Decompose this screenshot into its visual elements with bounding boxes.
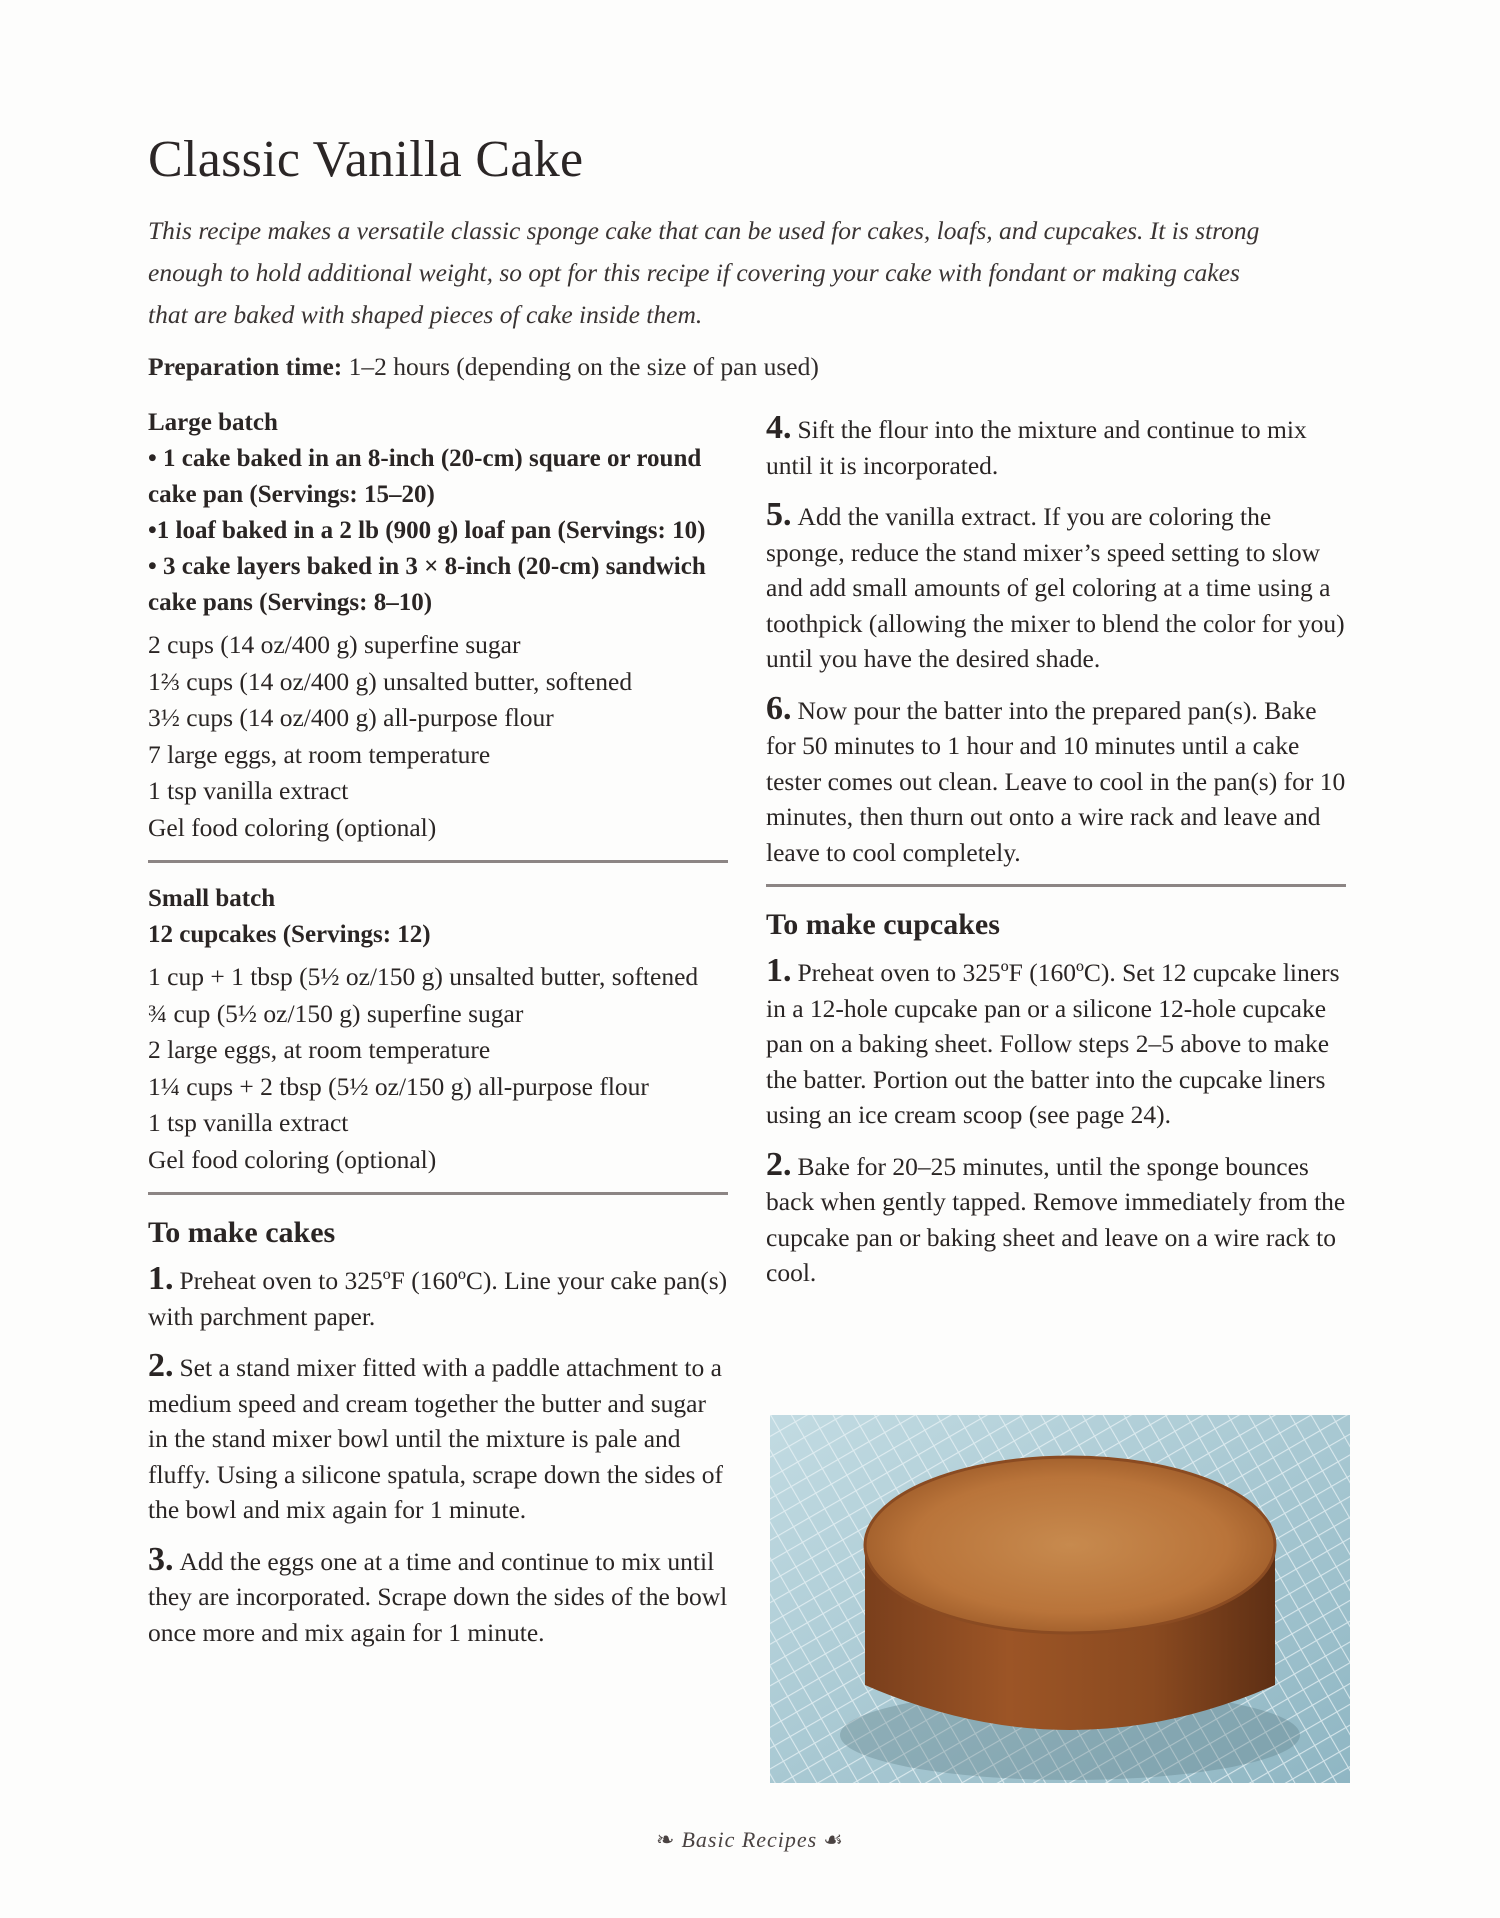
step-number: 6. [766,689,792,727]
step-text: Set a stand mixer fitted with a paddle attachment to a medium speed and cream together the butter and sugar in the stand mixer bowl until the mixture is pale and fluffy. Using a silicone spatula, scrape down the sides of the bowl and mix again for 1 minute. [148,1353,724,1524]
ingredient: 1 tsp vanilla extract [148,776,349,805]
step-text: Preheat oven to 325ºF (160ºC). Set 12 cupcake liners in a 12-hole cupcake pan or a silicone 12-hole cupcake pan on a baking sheet. Follow steps 2–5 above to make the batter. Portion out the batter into the cupcake liners using an ice cream scoop (see page 24). [766,958,1340,1129]
ingredient: 1 tsp vanilla extract [148,1108,349,1137]
right-column [766,410,1346,1305]
divider [766,884,1346,887]
small-batch-option: 12 cupcakes (Servings: 12) [148,921,431,948]
intro-paragraph: This recipe makes a versatile classic sponge cake that can be used for cakes, loafs, and cupcakes. It is strong enough to hold additional weight, so opt for this recipe if covering your cake with fondant or making cakes that are baked with shaped pieces of cake inside them. [148,216,1260,329]
page-title: Classic Vanilla Cake [148,131,584,188]
ingredient: 2 large eggs, at room temperature [148,1035,491,1064]
ingredient: 2 cups (14 oz/400 g) superfine sugar [148,630,521,659]
large-batch-option: • 1 cake baked in an 8-inch (20-cm) square or round cake pan (Servings: 15–20) [148,445,702,508]
method-step [148,1542,728,1651]
ingredient: 1¼ cups + 2 tbsp (5½ oz/150 g) all-purpose flour [148,1071,649,1101]
ingredient: Gel food coloring (optional) [148,812,437,842]
ingredient: Gel food coloring (optional) [148,1144,437,1174]
step-text: Add the eggs one at a time and continue to mix until they are incorporated. Scrape down the sides of the bowl once more and mix again for 1 minute. [148,1546,728,1647]
preparation-time [148,352,819,382]
cakes-method [148,1213,728,1650]
large-batch-option: • 3 cake layers baked in 3 × 8-inch (20-cm) sandwich cake pans (Servings: 8–10) [148,553,706,616]
divider [148,1192,728,1195]
ingredient: ¾ cup (5½ oz/150 g) superfine sugar [148,998,524,1028]
cake-on-rack-image [770,1415,1350,1783]
step-number: 2. [148,1347,174,1384]
method-step [766,497,1346,677]
method-step [766,410,1346,483]
left-ornament-icon: ❧ [656,1827,676,1852]
ingredient: 1⅔ cups (14 oz/400 g) unsalted butter, softened [148,666,633,696]
cakes-heading: To make cakes [148,1216,336,1249]
footer-text: Basic Recipes [681,1827,818,1852]
method-step [148,1348,728,1528]
right-ornament-icon: ☙ [823,1827,844,1852]
prep-label: Preparation time: [148,352,343,381]
ingredient: 3½ cups (14 oz/400 g) all-purpose flour [148,703,554,732]
ingredient: 1 cup + 1 tbsp (5½ oz/150 g) unsalted butter, softened [148,962,699,991]
small-batch-ingredients [148,959,728,1178]
cake-photo [770,1415,1350,1783]
step-number: 1. [148,1260,174,1297]
method-step [148,1261,728,1334]
step-text: Now pour the batter into the prepared pan(s). Bake for 50 minutes to 1 hour and 10 minutes until a cake tester comes out clean. Leave to cool in the pan(s) for 10 minutes, then thurn out onto a wire rack and leave and leave to cool completely. [766,695,1346,867]
cupcakes-method [766,905,1346,1291]
step-text: Bake for 20–25 minutes, until the sponge bounces back when gently tapped. Remove immediately from the cupcake pan or baking sheet and leave on a wire rack to cool. [766,1151,1346,1287]
step-number: 2. [766,1145,792,1183]
method-step [766,691,1346,871]
large-batch-option: •1 loaf baked in a 2 lb (900 g) loaf pan (Servings: 10) [148,517,706,544]
step-number: 4. [766,409,792,446]
step-number: 5. [766,496,792,533]
ingredient: 7 large eggs, at room temperature [148,739,491,769]
large-batch-section [148,405,728,846]
page-footer [0,1827,1500,1853]
cupcakes-heading: To make cupcakes [766,908,1000,941]
prep-value: 1–2 hours (depending on the size of pan used) [342,352,819,381]
method-step [766,1147,1346,1291]
large-batch-heading: Large batch [148,409,278,436]
left-column [148,405,728,1664]
step-number: 3. [148,1540,174,1578]
divider [148,860,728,863]
step-text: Preheat oven to 325ºF (160ºC). Line your cake pan(s) with parchment paper. [148,1266,728,1331]
step-number: 1. [766,952,792,989]
small-batch-section [148,881,728,1178]
step-text: Add the vanilla extract. If you are coloring the sponge, reduce the stand mixer’s speed setting to slow and add small amounts of gel coloring at a time using a toothpick (allowing the mixer to blend the color for you) until you have the desired shade. [766,502,1345,673]
small-batch-heading: Small batch [148,885,276,912]
step-text: Sift the flour into the mixture and continue to mix until it is incorporated. [766,415,1307,480]
large-batch-ingredients [148,627,728,846]
method-step [766,953,1346,1133]
